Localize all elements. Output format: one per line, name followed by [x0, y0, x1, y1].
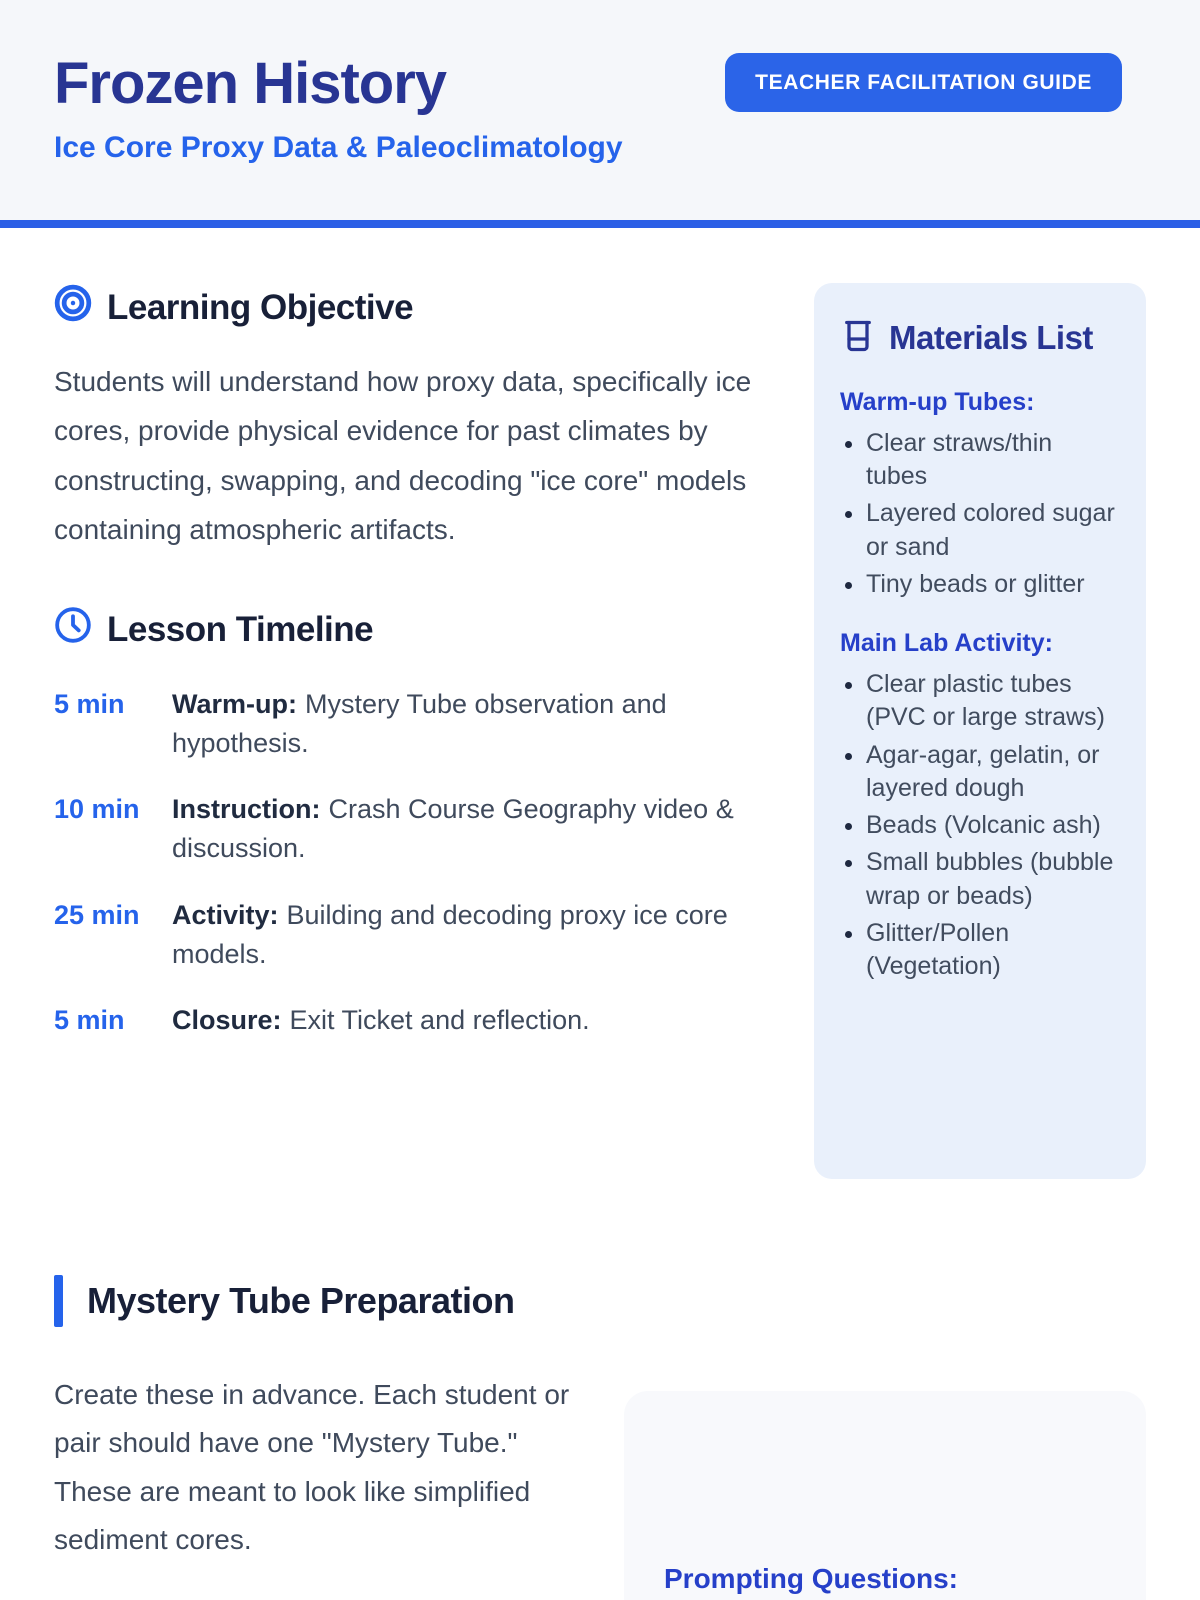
timeline-list [54, 685, 782, 1040]
materials-section-title: Warm-up Tubes: [840, 387, 1035, 416]
timeline-description [172, 1001, 782, 1040]
materials-section-title: Main Lab Activity: [840, 629, 1053, 658]
materials-item: • Beads (Volcanic ash) [866, 809, 1118, 842]
timeline-row [54, 685, 782, 763]
timeline-text: Mystery Tube observation and hypothesis. [172, 689, 667, 759]
timeline-description [172, 790, 782, 868]
header [0, 0, 1200, 228]
timeline-label: Instruction: [172, 794, 321, 825]
main-column [54, 228, 782, 1179]
page-title: Frozen History [54, 51, 447, 116]
prompting-questions-card [624, 1391, 1146, 1600]
lesson-timeline-heading-label: Lesson Timeline [107, 609, 374, 649]
materials-heading: Materials List [889, 319, 1093, 356]
timeline-text: Building and decoding proxy ice core models. [172, 899, 728, 969]
materials-list-mainlab [840, 668, 1118, 983]
target-icon [54, 284, 92, 331]
materials-item: • Clear plastic tubes (PVC or large straws) [866, 668, 1118, 735]
timeline-time: 5 min [54, 1004, 125, 1035]
mystery-tube-prep-heading [54, 1275, 1146, 1327]
timeline-label: Closure: [172, 1004, 282, 1035]
heading-accent-bar [54, 1275, 63, 1327]
timeline-label: Warm-up: [172, 689, 297, 720]
materials-item: • Clear straws/thin tubes [866, 427, 1118, 494]
timeline-time: 25 min [54, 899, 140, 930]
teacher-guide-badge[interactable]: TEACHER FACILITATION GUIDE [725, 53, 1122, 112]
materials-item: • Glitter/Pollen (Vegetation) [866, 917, 1118, 984]
timeline-row [54, 1001, 782, 1040]
prep-intro-text: Create these in advance. Each student or pair should have one "Mystery Tube." These are meant to look like simplified sediment cores. [54, 1379, 570, 1556]
timeline-time: 5 min [54, 689, 125, 720]
timeline-description [172, 685, 782, 763]
timeline-text: Crash Course Geography video & discussion. [172, 794, 734, 864]
materials-title-row [840, 317, 1118, 360]
prep-left-column [54, 1371, 578, 1600]
timeline-text: Exit Ticket and reflection. [289, 1004, 590, 1035]
beaker-icon [840, 318, 876, 359]
learning-objective-heading [54, 284, 782, 331]
timeline-time: 10 min [54, 794, 140, 825]
timeline-description [172, 896, 782, 974]
mystery-tube-prep-section [54, 1275, 1146, 1600]
timeline-label: Activity: [172, 899, 279, 930]
materials-item: • Agar-agar, gelatin, or layered dough [866, 739, 1118, 806]
materials-item: • Small bubbles (bubble wrap or beads) [866, 846, 1118, 913]
materials-item: • Tiny beads or glitter [866, 568, 1118, 601]
timeline-row [54, 790, 782, 868]
main-content [54, 228, 1146, 1600]
learning-objective-text: Students will understand how proxy data, specifically ice cores, provide physical evidence for past climates by constructing, swapping, and decoding "ice core" models containing atmospheric artifacts. [54, 366, 752, 545]
materials-item: • Layered colored sugar or sand [866, 497, 1118, 564]
materials-list-warmup [840, 427, 1118, 601]
timeline-row [54, 896, 782, 974]
lesson-timeline-heading [54, 606, 782, 653]
learning-objective-heading-label: Learning Objective [107, 287, 414, 327]
prompting-questions-heading: Prompting Questions: [664, 1563, 958, 1594]
page-subtitle: Ice Core Proxy Data & Paleoclimatology [54, 131, 623, 164]
mystery-tube-prep-heading-label: Mystery Tube Preparation [87, 1280, 515, 1321]
clock-icon [54, 606, 92, 653]
materials-card [814, 283, 1146, 1179]
